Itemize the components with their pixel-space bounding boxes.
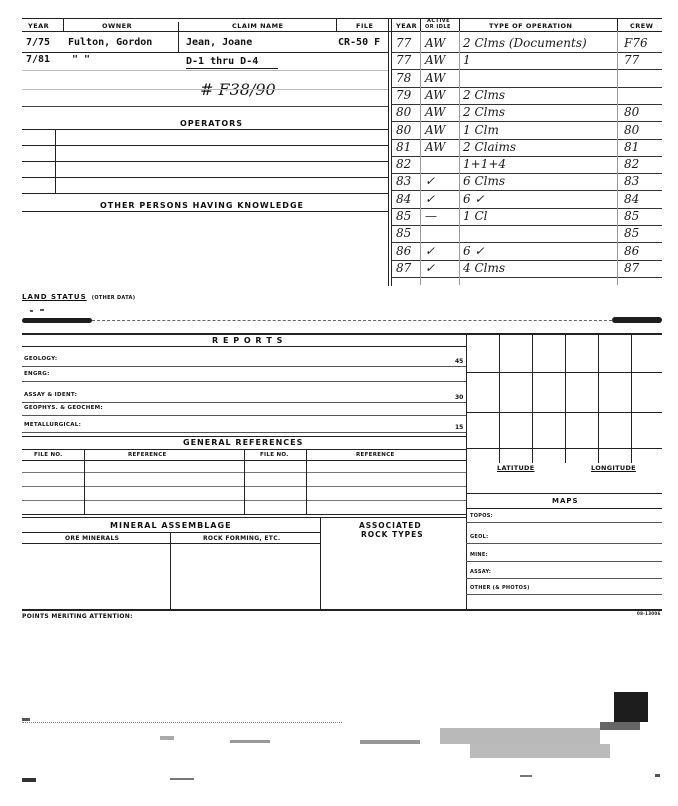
claim-row-1-owner: Fulton, Gordon [68,37,153,48]
report-number: 30 [455,394,464,401]
report-label: GEOLOGY: [24,356,58,362]
associated-line-1: ASSOCIATED [359,521,422,530]
claim-row-1-claim: Jean, Joane [186,37,253,48]
header-or-idle: OR IDLE [425,24,451,30]
oplog-crew: F76 [624,36,648,50]
map-row-label: ASSAY: [470,569,492,575]
operators-title: OPERATORS [180,119,244,128]
oplog-status: — [425,209,437,223]
header-claim-name: CLAIM NAME [232,22,284,30]
oplog-year: 80 [396,122,412,137]
oplog-status: AW [425,70,446,85]
oplog-status: ✓ [425,260,436,275]
gr-file-no: FILE NO. [34,452,63,458]
gr-file-no-2: FILE NO. [260,452,289,458]
header-file: FILE [356,22,374,30]
header-owner: OWNER [102,22,133,30]
oplog-status: AW [425,87,446,102]
gr-reference-2: REFERENCE [356,452,395,458]
oplog-operation: 1 Clm [463,122,499,137]
oplog-operation: 2 Clms [463,105,506,120]
gr-reference: REFERENCE [128,452,167,458]
oplog-operation: 6 ✓ [463,191,485,206]
oplog-operation: 2 Claims [463,139,516,154]
map-row-label: GEOL: [470,534,489,540]
oplog-year: 78 [396,70,412,85]
land-status-sub: (OTHER DATA) [91,295,136,301]
oplog-crew: 81 [624,139,640,154]
associated-line-2: ROCK TYPES [361,530,424,539]
oplog-crew: 80 [624,105,640,120]
header-year-2: YEAR [396,22,418,30]
oplog-crew: 82 [624,157,640,172]
oplog-year: 79 [396,87,412,102]
oplog-year: 83 [396,174,412,189]
oplog-year: 77 [396,53,412,68]
claim-row-2-claim: D-1 thru D-4 [186,56,259,67]
ore-minerals: ORE MINERALS [65,535,120,542]
oplog-crew: 86 [624,243,640,258]
maps-title: MAPS [552,497,579,505]
general-references-title: GENERAL REFERENCES [183,438,304,447]
report-number: 45 [455,358,464,365]
report-label: ENGRG: [24,371,50,377]
oplog-crew: 87 [624,260,640,275]
oplog-operation: 1 Cl [463,209,488,223]
report-label: ASSAY & IDENT: [24,392,78,398]
oplog-operation: 6 ✓ [463,243,485,258]
oplog-year: 77 [396,36,412,50]
oplog-crew: 84 [624,191,640,206]
oplog-year: 81 [396,139,412,154]
report-number: 15 [455,424,464,431]
land-status-title: LAND STATUS [22,293,87,301]
oplog-operation: 1 [463,53,471,68]
oplog-status: ✓ [425,174,436,189]
oplog-status: AW [425,105,446,120]
longitude-label: LONGITUDE [591,464,636,472]
mineral-assemblage-title: MINERAL ASSEMBLAGE [110,521,232,530]
form-number: 08-13006 [637,611,661,616]
oplog-year: 84 [396,191,412,206]
map-row-label: MINE: [470,552,488,558]
oplog-year: 86 [396,243,412,258]
header-type-of-operation: TYPE OF OPERATION [489,22,573,30]
oplog-year: 85 [396,209,412,223]
oplog-year: 85 [396,226,412,241]
oplog-operation: 2 Clms (Documents) [463,36,587,50]
oplog-crew: 85 [624,226,640,241]
header-crew: CREW [630,22,654,30]
header-year: YEAR [28,22,50,30]
map-row-label: OTHER (& PHOTOS) [470,585,530,591]
oplog-year: 82 [396,157,412,172]
latitude-label: LATITUDE [497,464,535,472]
report-label: METALLURGICAL: [24,422,82,428]
oplog-year: 80 [396,105,412,120]
claim-row-1-year: 7/75 [26,37,51,48]
header-active: ACTIVE [427,18,451,24]
oplog-status: ✓ [425,191,436,206]
oplog-operation: 6 Clms [463,174,506,189]
claim-row-1-file: CR-50 F [338,37,381,48]
points-meriting-attention: POINTS MERITING ATTENTION: [22,613,133,620]
reports-title: R E P O R T S [212,336,284,345]
oplog-operation: 2 Clms [463,87,506,102]
oplog-crew: 80 [624,122,640,137]
claim-row-2-year: 7/81 [26,54,51,65]
oplog-status: AW [425,122,446,137]
other-persons-title: OTHER PERSONS HAVING KNOWLEDGE [100,201,304,210]
oplog-status: AW [425,139,446,154]
oplog-crew: 77 [624,53,640,68]
oplog-status: AW [425,36,446,50]
rock-forming: ROCK FORMING, ETC. [203,535,281,542]
claim-row-2-owner: " " [72,54,91,65]
oplog-status: ✓ [425,243,436,258]
report-label: GEOPHYS. & GEOCHEM: [24,405,103,411]
oplog-crew: 85 [624,209,640,223]
oplog-status: AW [425,53,446,68]
oplog-crew: 83 [624,174,640,189]
oplog-operation: 1+1+4 [463,157,507,172]
claim-note: # F38/90 [200,80,276,99]
oplog-operation: 4 Clms [463,260,506,275]
map-row-label: TOPOS: [470,513,493,519]
oplog-year: 87 [396,260,412,275]
